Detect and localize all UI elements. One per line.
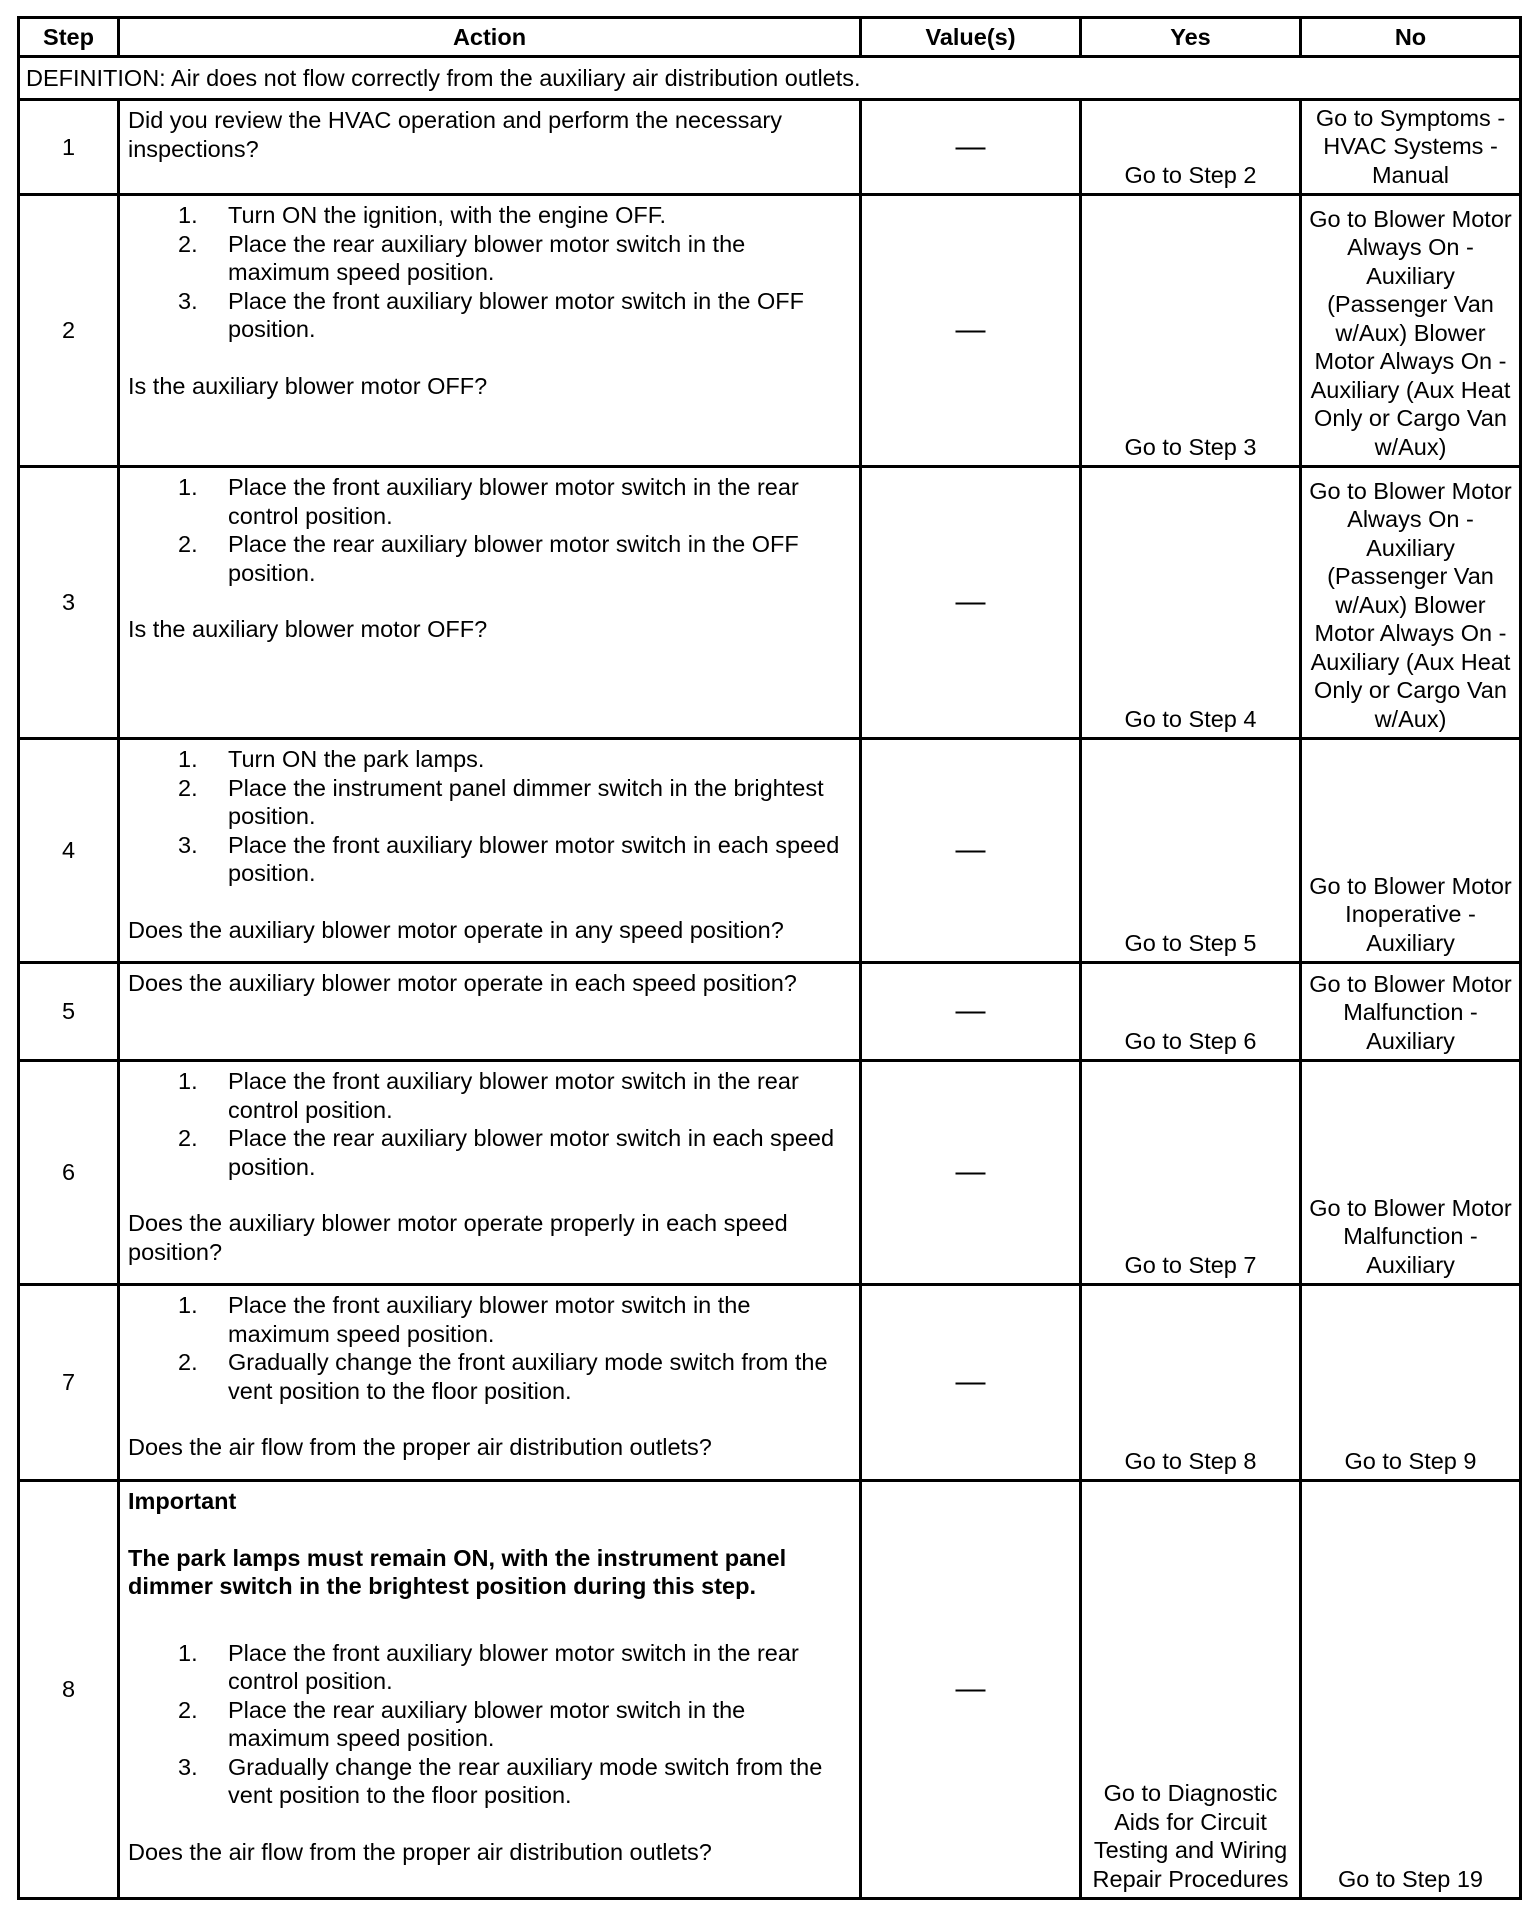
header-row [19, 18, 1521, 57]
list-item: 2. Place the rear auxiliary blower motor switch in the OFF position. [178, 531, 799, 586]
action-question: Does the air flow from the proper air distribution outlets? [128, 1838, 712, 1865]
table-row [19, 963, 1521, 1061]
value-cell: — [861, 195, 1081, 467]
no-cell: Go to Step 9 [1301, 1285, 1521, 1481]
action-steps-list [128, 1639, 853, 1810]
list-item: 3. Place the front auxiliary blower motor switch in the OFF position. [178, 287, 804, 342]
action-steps-list [128, 1067, 853, 1181]
action-cell [119, 1285, 861, 1481]
header-action: Action [119, 18, 861, 57]
yes-cell: Go to Step 2 [1081, 100, 1301, 195]
action-cell [119, 195, 861, 467]
action-question: Does the auxiliary blower motor operate in any speed position? [128, 916, 784, 943]
list-item: 2. Place the rear auxiliary blower motor switch in each speed position. [178, 1125, 835, 1180]
definition-text: DEFINITION: Air does not flow correctly from the auxiliary air distribution outlets. [19, 57, 1521, 100]
table-row [19, 1285, 1521, 1481]
action-steps-list [128, 745, 853, 888]
step-number: 2 [19, 195, 119, 467]
step-number: 4 [19, 739, 119, 963]
action-cell [119, 100, 861, 195]
list-item: 1. Place the front auxiliary blower motor switch in the rear control position. [178, 1639, 799, 1694]
value-cell: — [861, 963, 1081, 1061]
important-title: Important [128, 1488, 237, 1514]
action-steps-list [128, 201, 853, 344]
action-question: Is the auxiliary blower motor OFF? [128, 372, 488, 399]
header-step: Step [19, 18, 119, 57]
action-cell [119, 1061, 861, 1285]
step-number: 7 [19, 1285, 119, 1481]
list-item: 2. Gradually change the front auxiliary mode switch from the vent position to the floor position. [178, 1349, 828, 1404]
yes-cell: Go to Step 3 [1081, 195, 1301, 467]
action-cell [119, 963, 861, 1061]
step-number: 3 [19, 467, 119, 739]
list-item: 3. Place the front auxiliary blower motor switch in each speed position. [178, 831, 840, 886]
action-steps-list [128, 473, 853, 587]
no-cell: Go to Blower Motor Malfunction - Auxiliary [1301, 963, 1521, 1061]
step-number: 1 [19, 100, 119, 195]
no-cell: Go to Symptoms - HVAC Systems - Manual [1301, 100, 1521, 195]
list-item: 2. Place the instrument panel dimmer switch in the brightest position. [178, 774, 824, 829]
action-question: Is the auxiliary blower motor OFF? [128, 616, 488, 642]
yes-cell: Go to Step 8 [1081, 1285, 1301, 1481]
value-cell: — [861, 100, 1081, 195]
diagnostic-table-container [17, 16, 1519, 1900]
no-cell: Go to Blower Motor Malfunction - Auxiliary [1301, 1061, 1521, 1285]
yes-cell: Go to Step 4 [1081, 467, 1301, 739]
action-question: Did you review the HVAC operation and perform the necessary inspections? [128, 107, 782, 162]
value-cell: — [861, 1285, 1081, 1481]
step-number: 6 [19, 1061, 119, 1285]
step-number: 5 [19, 963, 119, 1061]
action-cell [119, 467, 861, 739]
no-cell: Go to Step 19 [1301, 1481, 1521, 1899]
table-row [19, 467, 1521, 739]
action-question: Does the auxiliary blower motor operate in each speed position? [128, 970, 797, 996]
list-item: 3. Gradually change the rear auxiliary mode switch from the vent position to the floor position. [178, 1753, 823, 1808]
list-item: 1. Turn ON the park lamps. [178, 746, 485, 772]
value-cell: — [861, 739, 1081, 963]
yes-cell: Go to Diagnostic Aids for Circuit Testing and Wiring Repair Procedures [1081, 1481, 1301, 1899]
list-item: 1. Place the front auxiliary blower motor switch in the maximum speed position. [178, 1292, 751, 1347]
diagnostic-table [17, 16, 1522, 1900]
list-item: 2. Place the rear auxiliary blower motor switch in the maximum speed position. [178, 1696, 746, 1751]
yes-cell: Go to Step 5 [1081, 739, 1301, 963]
yes-cell: Go to Step 6 [1081, 963, 1301, 1061]
list-item: 1. Turn ON the ignition, with the engine OFF. [178, 202, 667, 228]
step-number: 8 [19, 1481, 119, 1899]
list-item: 1. Place the front auxiliary blower motor switch in the rear control position. [178, 474, 799, 529]
action-cell [119, 739, 861, 963]
value-cell: — [861, 467, 1081, 739]
table-row [19, 739, 1521, 963]
action-question: Does the auxiliary blower motor operate properly in each speed position? [128, 1210, 788, 1265]
no-cell: Go to Blower Motor Inoperative - Auxiliary [1301, 739, 1521, 963]
action-steps-list [128, 1291, 853, 1405]
no-cell: Go to Blower Motor Always On - Auxiliary (Passenger Van w/Aux) Blower Motor Always On - Auxiliary (Aux Heat Only or Cargo Van w/Aux) [1301, 467, 1521, 739]
table-row [19, 100, 1521, 195]
value-cell: — [861, 1481, 1081, 1899]
header-yes: Yes [1081, 18, 1301, 57]
table-row [19, 1481, 1521, 1899]
no-cell: Go to Blower Motor Always On - Auxiliary (Passenger Van w/Aux) Blower Motor Always On - Auxiliary (Aux Heat Only or Cargo Van w/Aux) [1301, 195, 1521, 467]
header-no: No [1301, 18, 1521, 57]
table-row [19, 1061, 1521, 1285]
important-text: The park lamps must remain ON, with the instrument panel dimmer switch in the brightest position during this step. [128, 1544, 787, 1599]
table-row [19, 195, 1521, 467]
value-cell: — [861, 1061, 1081, 1285]
yes-cell: Go to Step 7 [1081, 1061, 1301, 1285]
definition-row [19, 57, 1521, 100]
header-values: Value(s) [861, 18, 1081, 57]
list-item: 1. Place the front auxiliary blower motor switch in the rear control position. [178, 1068, 799, 1123]
action-question: Does the air flow from the proper air distribution outlets? [128, 1434, 712, 1460]
list-item: 2. Place the rear auxiliary blower motor switch in the maximum speed position. [178, 230, 746, 285]
action-cell [119, 1481, 861, 1899]
